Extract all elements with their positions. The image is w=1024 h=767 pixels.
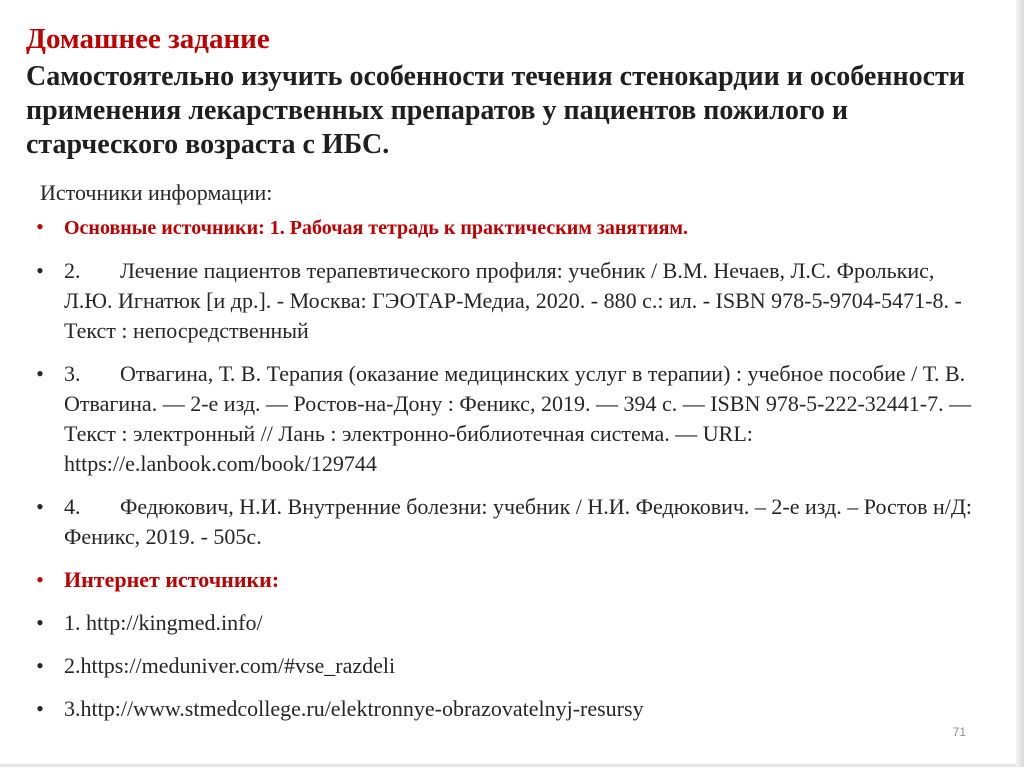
list-item-text: Федюкович, Н.И. Внутренние болезни: учебник / Н.И. Федюкович. – 2-е изд. – Ростов н/Д: Феникс, 2019. - 505с. <box>64 494 972 549</box>
homework-task: Самостоятельно изучить особенности течения стенокардии и особенности применения лекарственных препаратов у пациентов пожилого и старческого возраста с ИБС. <box>26 61 965 160</box>
list-item-link[interactable]: 1. http://kingmed.info/ <box>64 610 263 635</box>
list-item-number: 4. <box>64 494 81 519</box>
bullet-icon: • <box>36 610 44 635</box>
list-item-text: Интернет источники: <box>64 567 280 592</box>
list-item-main-sources <box>30 212 980 243</box>
bullet-icon: • <box>36 214 44 239</box>
list-item-link-1 <box>30 608 980 638</box>
page-number: 71 <box>952 725 966 739</box>
list-item-text: Лечение пациентов терапевтического профиля: учебник / В.М. Нечаев, Л.С. Фролькис, Л.Ю. Игнатюк [и др.]. - Москва: ГЭОТАР-Медиа, 2020. - 880 с.: ил. - ISBN 978-5-9704-5471-8. - Текст : непосредственный <box>64 258 962 343</box>
list-item-source-4 <box>30 492 980 552</box>
list-item-link[interactable]: 3.http://www.stmedcollege.ru/elektronnye-obrazovatelnyj-resursy <box>64 696 644 721</box>
slide-edge-shadow <box>1016 0 1024 767</box>
sources-list <box>30 212 980 737</box>
bullet-icon: • <box>36 494 44 519</box>
bullet-icon: • <box>36 567 44 592</box>
bullet-icon: • <box>36 361 44 386</box>
slide-title: Домашнее задание <box>26 23 270 55</box>
bullet-icon: • <box>36 653 44 678</box>
list-item-number: 2. <box>64 258 81 283</box>
list-item-link-3 <box>30 694 980 724</box>
list-item-link[interactable]: 2.https://meduniver.com/#vse_razdeli <box>64 653 396 678</box>
list-item-source-3 <box>30 359 980 479</box>
list-item-text: Основные источники: 1. Рабочая тетрадь к практическим занятиям. <box>64 217 689 239</box>
sources-heading: Источники информации: <box>40 180 273 205</box>
bullet-icon: • <box>36 696 44 721</box>
list-item-source-2 <box>30 256 980 346</box>
list-item-number: 3. <box>64 361 81 386</box>
list-item-link-2 <box>30 651 980 681</box>
list-item-text: Отвагина, Т. В. Терапия (оказание медицинских услуг в терапии) : учебное пособие / Т. В. Отвагина. — 2-е изд. — Ростов-на-Дону : Феникс, 2019. — 394 с. — ISBN 978-5-222-32441-7. — Текст : электронный // Лань : электронно-библиотечная система. — URL: https://e.lanbook.com/book/129744 <box>64 361 972 476</box>
list-item-internet-sources <box>30 565 980 595</box>
bullet-icon: • <box>36 258 44 283</box>
